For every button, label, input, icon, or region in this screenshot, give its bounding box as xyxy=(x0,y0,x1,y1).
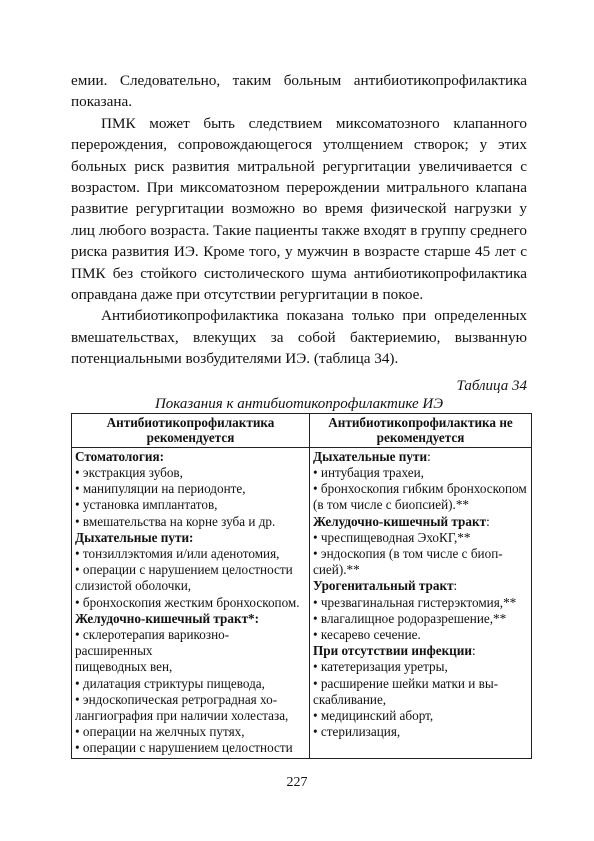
list-item: • операции с нарушением целостности слизистой оболочки, xyxy=(75,562,293,594)
list-item xyxy=(313,578,528,594)
list-item: • бронхоскопия жестким бронхоскопом. xyxy=(75,594,300,610)
list-item: • склеротерапия варикозно-расширенных xyxy=(75,626,230,659)
section-heading: Желудочно-кишечный тракт xyxy=(313,513,487,529)
table-row xyxy=(72,447,532,758)
table-title: Показания к антибиотикопрофилактике ИЭ xyxy=(154,395,444,412)
paragraph-3: Антибиотикопрофилактика показана только при определенных вмешательствах, влекущих за собой бактериемию, вызванную потенциальными возбудителями ИЭ. (таблица 34). xyxy=(71,307,527,368)
list-item: Стоматология: xyxy=(75,448,164,464)
list-item: • операции на желчных путях, xyxy=(75,724,245,740)
recommended-cell xyxy=(72,447,310,758)
section-heading-colon: : xyxy=(427,448,431,464)
paragraph-1: емии. Следовательно, таким больным антибиотикопрофилактика показана. xyxy=(71,72,527,111)
list-item: • дилатация стриктуры пищевода, xyxy=(75,675,265,691)
list-item: • эндоскопия (в том числе с биопсией).** xyxy=(313,545,503,578)
table-label: Таблица 34 xyxy=(456,377,527,394)
not-recommended-cell xyxy=(310,447,532,758)
section-heading: Урогенитальный тракт xyxy=(313,578,454,594)
list-item: • установка имплантатов, xyxy=(75,497,218,513)
header-not-recommended: Антибиотикопрофилактика не рекомендуется xyxy=(310,413,532,447)
list-item: • стерилизация, xyxy=(313,724,401,740)
list-item xyxy=(313,449,528,465)
list-item: • экстракция зубов, xyxy=(75,464,183,480)
header-recommended: Антибиотикопрофилактика рекомендуется xyxy=(72,413,310,447)
list-item: • манипуляции на периодонте, xyxy=(75,481,246,497)
list-item: • влагалищное родоразрешение,** xyxy=(313,610,507,626)
list-item xyxy=(313,514,528,530)
section-heading-colon: : xyxy=(453,578,458,594)
list-item: • операции с нарушением целостности xyxy=(75,740,293,756)
page-number: 227 xyxy=(286,775,308,790)
section-heading-colon: : xyxy=(486,513,490,529)
list-item: • катетеризация уретры, xyxy=(313,659,448,675)
list-item: • чреспищеводная ЭхоКГ,** xyxy=(313,529,471,545)
list-item: пищеводных вен, xyxy=(75,659,173,675)
list-item: • бронхоскопия гибким бронхоскопом (в том числе с биопсией).** xyxy=(313,481,527,513)
indications-table xyxy=(71,413,532,759)
page-body xyxy=(71,70,527,759)
list-item xyxy=(313,643,528,659)
list-item: • кесарево сечение. xyxy=(313,626,421,642)
list-item: • медицинский аборт, xyxy=(313,707,434,723)
list-item: • эндоскопическая ретроградная холангиография при наличии холестаза, xyxy=(75,691,289,723)
list-item: • вмешательства на корне зуба и др. xyxy=(75,513,276,529)
list-item: • чрезвагинальная гистерэктомия,** xyxy=(313,594,517,610)
list-item: • тонзиллэктомия и/или аденотомия, xyxy=(75,545,280,561)
section-heading: При отсутствии инфекции xyxy=(313,643,472,659)
list-item: • интубация трахеи, xyxy=(313,464,424,480)
list-item: • расширение шейки матки и выскабливание, xyxy=(313,675,499,707)
list-item: Дыхательные пути: xyxy=(75,529,194,545)
section-heading: Дыхательные пути xyxy=(313,448,428,464)
paragraph-2: ПМК может быть следствием миксоматозного клапанного перерождения, сопровождающегося утолщением створок; у этих больных риск развития митральной регургитации увеличивается с возрастом. При миксоматозном перерождении митрального клапана развитие регургитации возможно во время физической нагрузки у лиц любого возраста. Такие пациенты также входят в группу среднего риска развития ИЭ. Кроме того, у мужчин в возрасте старше 45 лет с ПМК без стойкого систолического шума антибиотикопрофилактика оправдана даже при отсутствии регургитации в покое. xyxy=(71,114,527,304)
table-header-row xyxy=(72,413,532,447)
list-item: Желудочно-кишечный тракт*: xyxy=(75,610,260,626)
section-heading-colon: : xyxy=(471,643,476,659)
